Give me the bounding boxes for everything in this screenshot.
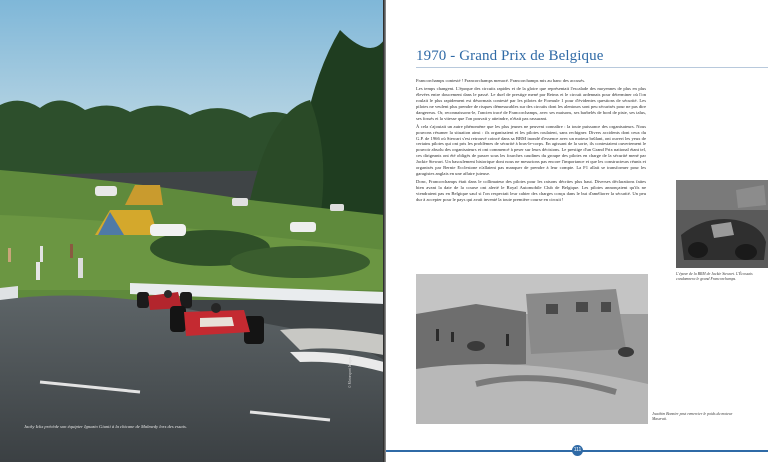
paragraph: Les temps changent. L'époque des circuits rapides et de la gloire que représentait l'escalade des moyennes de plus en plus élevées entre doucement dans le passé. Le duel de prestige mené par Reims et le circuit ardennais pour déterminer où l'on roulait le plus rapidement est désormais contesté par les pilotes de Formule 1 pour d'évidentes questions de sécurité. Les pilotes ne veulent plus prendre de risques démesurables sur des circuits dont les alentours sont peu sécurisés pour ne pas dire dangereux. Or, reconnaissons-le, l'ancien tracé de Francorchamps, avec ses maisons, ses barbelés de bord de piste, ses talus, ses fossés et la vitesse que l'on pouvait y atteindre, n'était pas rassurant.: [416, 86, 646, 121]
wrecked-car-photo: [676, 180, 768, 268]
right-page: [386, 0, 768, 462]
paragraph: Francorchamps contesté ! Francorchamps menacé. Francorchamps mis au banc des accusés.: [416, 78, 586, 83]
page-title: 1970 - Grand Prix de Belgique: [416, 48, 604, 64]
photo-credit: © Motorsport Images: [348, 356, 352, 388]
page-number: 111: [572, 445, 583, 456]
article-text: [416, 78, 646, 205]
paragraph: Donc, Francorchamps était dans le collimateur des pilotes pour les raisons décrites plus haut. Diverses déclarations faites bien avant la date de la course ont alerté le Royal Automobile Club de Belgique. Les pilotes annonçaient qu'ils ne viendraient pas en Belgique sauf si l'on respectait leur cahier des charges conçu dans le but d'améliorer la sécurité. Un peu dur à accepter pour le pays qui avait inventé la toute première course en circuit !: [416, 179, 646, 202]
title-divider: [416, 67, 768, 68]
left-photo-caption: Jacky Ickx précède son équipier Ignazio Giunti à la chicane de Malmedy lors des essais.: [24, 424, 187, 429]
crash-scene-photo: [416, 274, 648, 424]
paragraph: À cela s'ajoutait un autre phénomène que les plus jeunes ne peuvent connaître : la toute puissance des organisateurs. Nous pouvons résumer la situation ainsi : ils organisaient et les pilotes roulaient, sans rechigner. Divers accidents dont ceux du G.P. de 1966 où Stewart s'est retrouvé coincé dans sa BRM inondé d'essence avec un moteur brûlant, ont ouvert les yeux de certains pilotes qui ont pris les problèmes de sécurité à bras-le-corps. En agissant de la sorte, ils contestaient ouvertement le pouvoir absolu des organisateurs et ont commencé à peser sur leurs décisions. Le prestige d'un Grand Prix national étant tel, ces dirigeants ont été obligés de passer sous les fourches caudines du groupe des pilotes en charge de la sécurité mené par Jackie Stewart. Un basculement historique dont nous ne mesurions pas encore l'importance et que les constructeurs réunis et organisés par Bernie Ecclestone n'allaient pas manquer de prendre à leur compte. La F1 allait se transformer pour les garagistes anglais en une affaire juteuse.: [416, 123, 646, 176]
crash-scene-caption: Joachim Bonnier peut remercier le poids du moteur Maserati.: [652, 412, 733, 421]
wrecked-car-caption: L'épave de la BRM de Jackie Stewart. L'Écossais condamnera le grand Francorchamps.: [676, 272, 753, 281]
